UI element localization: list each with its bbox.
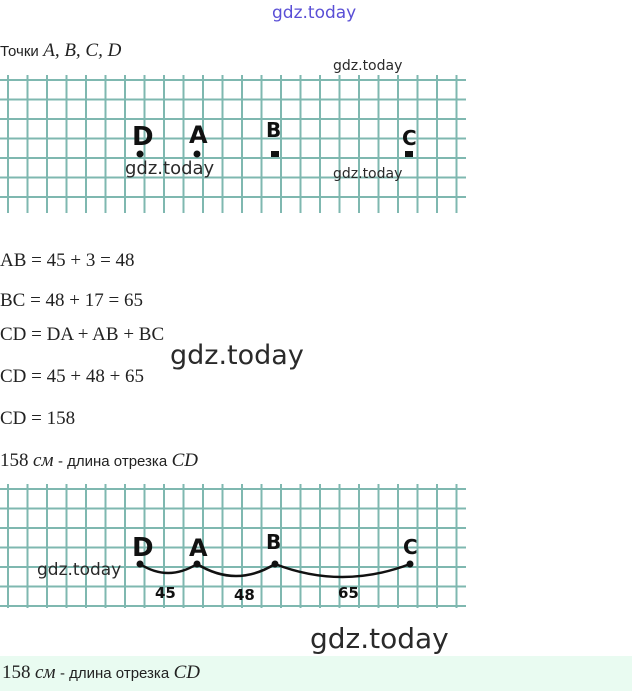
equation-cd-sum: CD = DA + AB + BC — [0, 324, 165, 345]
result-text: - длина отрезка — [57, 453, 168, 470]
label-c: C — [402, 126, 417, 150]
label2-a: A — [189, 534, 208, 562]
label-b: B — [266, 118, 282, 142]
arc-label-48: 48 — [234, 586, 255, 604]
arc-da — [140, 564, 197, 573]
figure1-grid — [0, 75, 470, 215]
equation-cd-values: CD = 45 + 48 + 65 — [0, 366, 145, 387]
equation-cd-result: CD = 158 — [0, 408, 76, 429]
label-a: A — [189, 121, 208, 149]
equation-bc: BC = 48 + 17 = 65 — [0, 290, 143, 311]
point-a — [194, 151, 201, 158]
site-logo[interactable]: gdz.today — [272, 3, 357, 23]
result-segment: CD — [171, 450, 199, 471]
label2-c: C — [403, 535, 418, 559]
figure2-grid — [0, 484, 470, 614]
intro-prefix: Точки — [0, 43, 39, 60]
arc-ab — [197, 564, 275, 576]
answer-unit: см — [34, 662, 56, 683]
intro-points: A, B, C, D — [43, 40, 122, 61]
point2-b — [272, 561, 279, 568]
point2-c — [407, 561, 414, 568]
intro-line — [0, 40, 121, 62]
watermark-bottom: gdz.today — [310, 622, 449, 655]
answer-segment: CD — [173, 662, 201, 683]
arc-label-45: 45 — [155, 584, 176, 602]
answer-box — [0, 656, 632, 691]
point-b — [271, 151, 279, 157]
arc-bc — [275, 564, 410, 577]
result-value: 158 — [0, 450, 29, 471]
label2-b: B — [266, 530, 282, 554]
equation-ab: AB = 45 + 3 = 48 — [0, 250, 135, 271]
arc-label-65: 65 — [338, 584, 359, 602]
watermark-middle: gdz.today — [170, 340, 304, 371]
result-line — [0, 450, 198, 472]
answer-value: 158 — [2, 662, 31, 683]
answer-text: - длина отрезка — [59, 665, 170, 682]
label2-d: D — [132, 533, 154, 563]
point-c — [405, 151, 413, 157]
result-unit: см — [32, 450, 54, 471]
watermark-2: gdz.today — [125, 158, 215, 179]
label-d: D — [132, 122, 154, 152]
watermark-1: gdz.today — [333, 58, 403, 74]
watermark-3: gdz.today — [333, 166, 403, 182]
watermark-figure2: gdz.today — [37, 560, 122, 580]
